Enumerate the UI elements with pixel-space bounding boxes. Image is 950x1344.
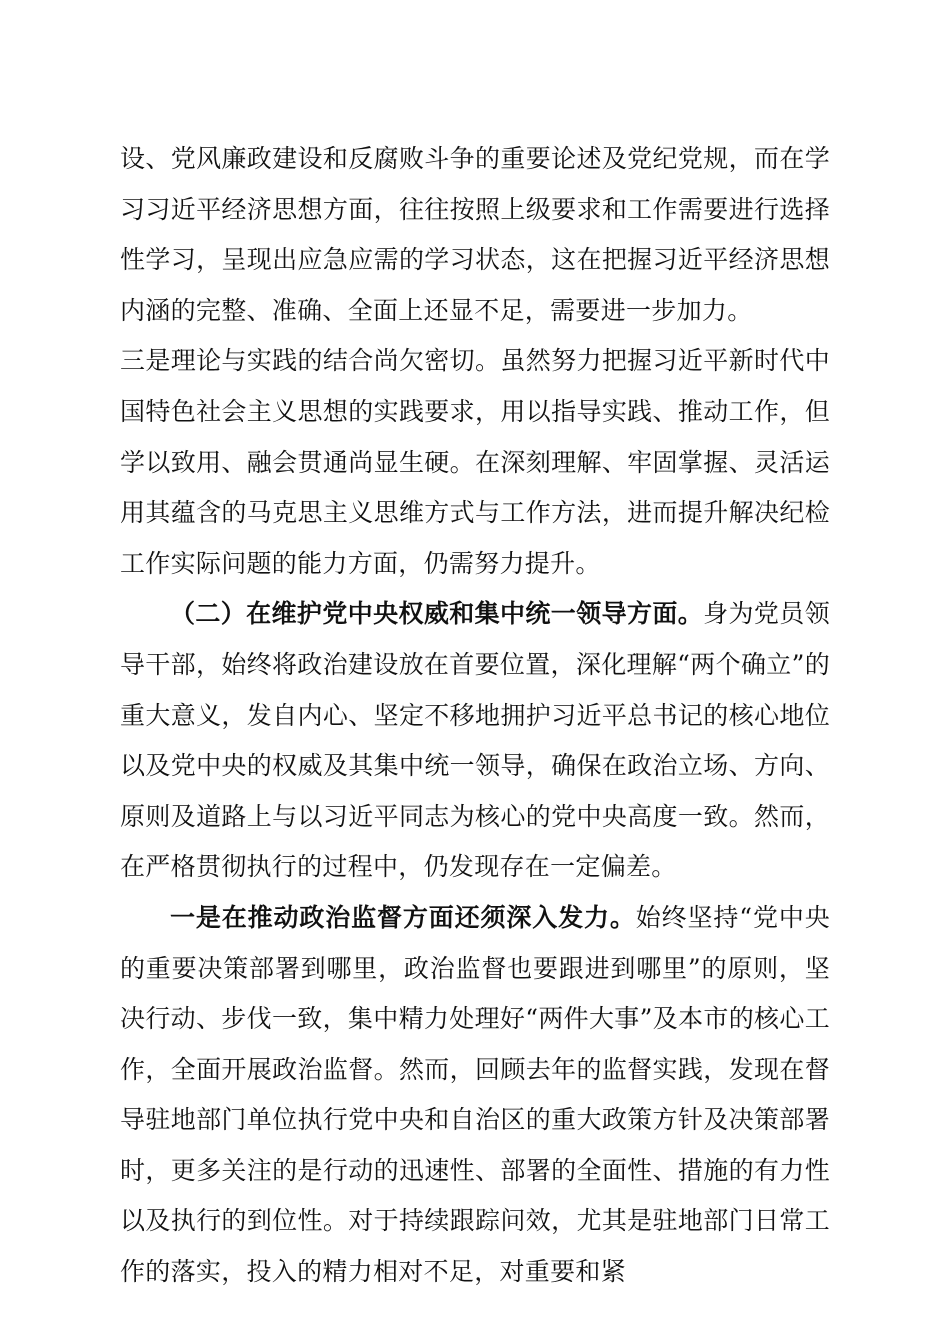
paragraph-study-continuation [120,134,830,336]
point-one-lead: 一是在推动政治监督方面还须深入发力。 [170,902,636,932]
paragraph-political-supervision [120,893,830,1298]
document-body [120,134,830,1298]
paragraph-theory-practice [120,336,830,589]
point-three-lead: 三是理论与实践的结合尚欠密切。 [120,346,501,376]
paragraph-section-two [120,589,830,893]
paragraph-text: 身为党员领导干部，始终将政治建设放在首要位置，深化理解“两个确立”的重大意义，发自内心、坚定不移地拥护习近平总书记的核心地位以及党中央的权威及其集中统一领导，确保在政治立场、方向、原则及道路上与以习近平同志为核心的党中央高度一致。然而，在严格贯彻执行的过程中，仍发现存在一定偏差。 [120,599,830,882]
section-heading: （二）在维护党中央权威和集中统一领导方面。 [170,599,704,629]
paragraph-text: 始终坚持“党中央的重要决策部署到哪里，政治监督也要跟进到哪里”的原则，坚决行动、步伐一致，集中精力处理好“两件大事”及本市的核心工作，全面开展政治监督。然而，回顾去年的监督实践，发现在督导驻地部门单位执行党中央和自治区的重大政策方针及决策部署时，更多关注的是行动的迅速性、部署的全面性、措施的有力性以及执行的到位性。对于持续跟踪问效，尤其是驻地部门日常工作的落实，投入的精力相对不足，对重要和紧 [120,902,830,1287]
paragraph-text: 设、党风廉政建设和反腐败斗争的重要论述及党纪党规，而在学习习近平经济思想方面，往往按照上级要求和工作需要进行选择性学习，呈现出应急应需的学习状态，这在把握习近平经济思想内涵的完整、准确、全面上还显不足，需要进一步加力。 [120,144,830,325]
paragraph-text: 虽然努力把握习近平新时代中国特色社会主义思想的实践要求，用以指导实践、推动工作，但学以致用、融会贯通尚显生硬。在深刻理解、牢固掌握、灵活运用其蕴含的马克思主义思维方式与工作方法，进而提升解决纪检工作实际问题的能力方面，仍需努力提升。 [120,346,830,578]
